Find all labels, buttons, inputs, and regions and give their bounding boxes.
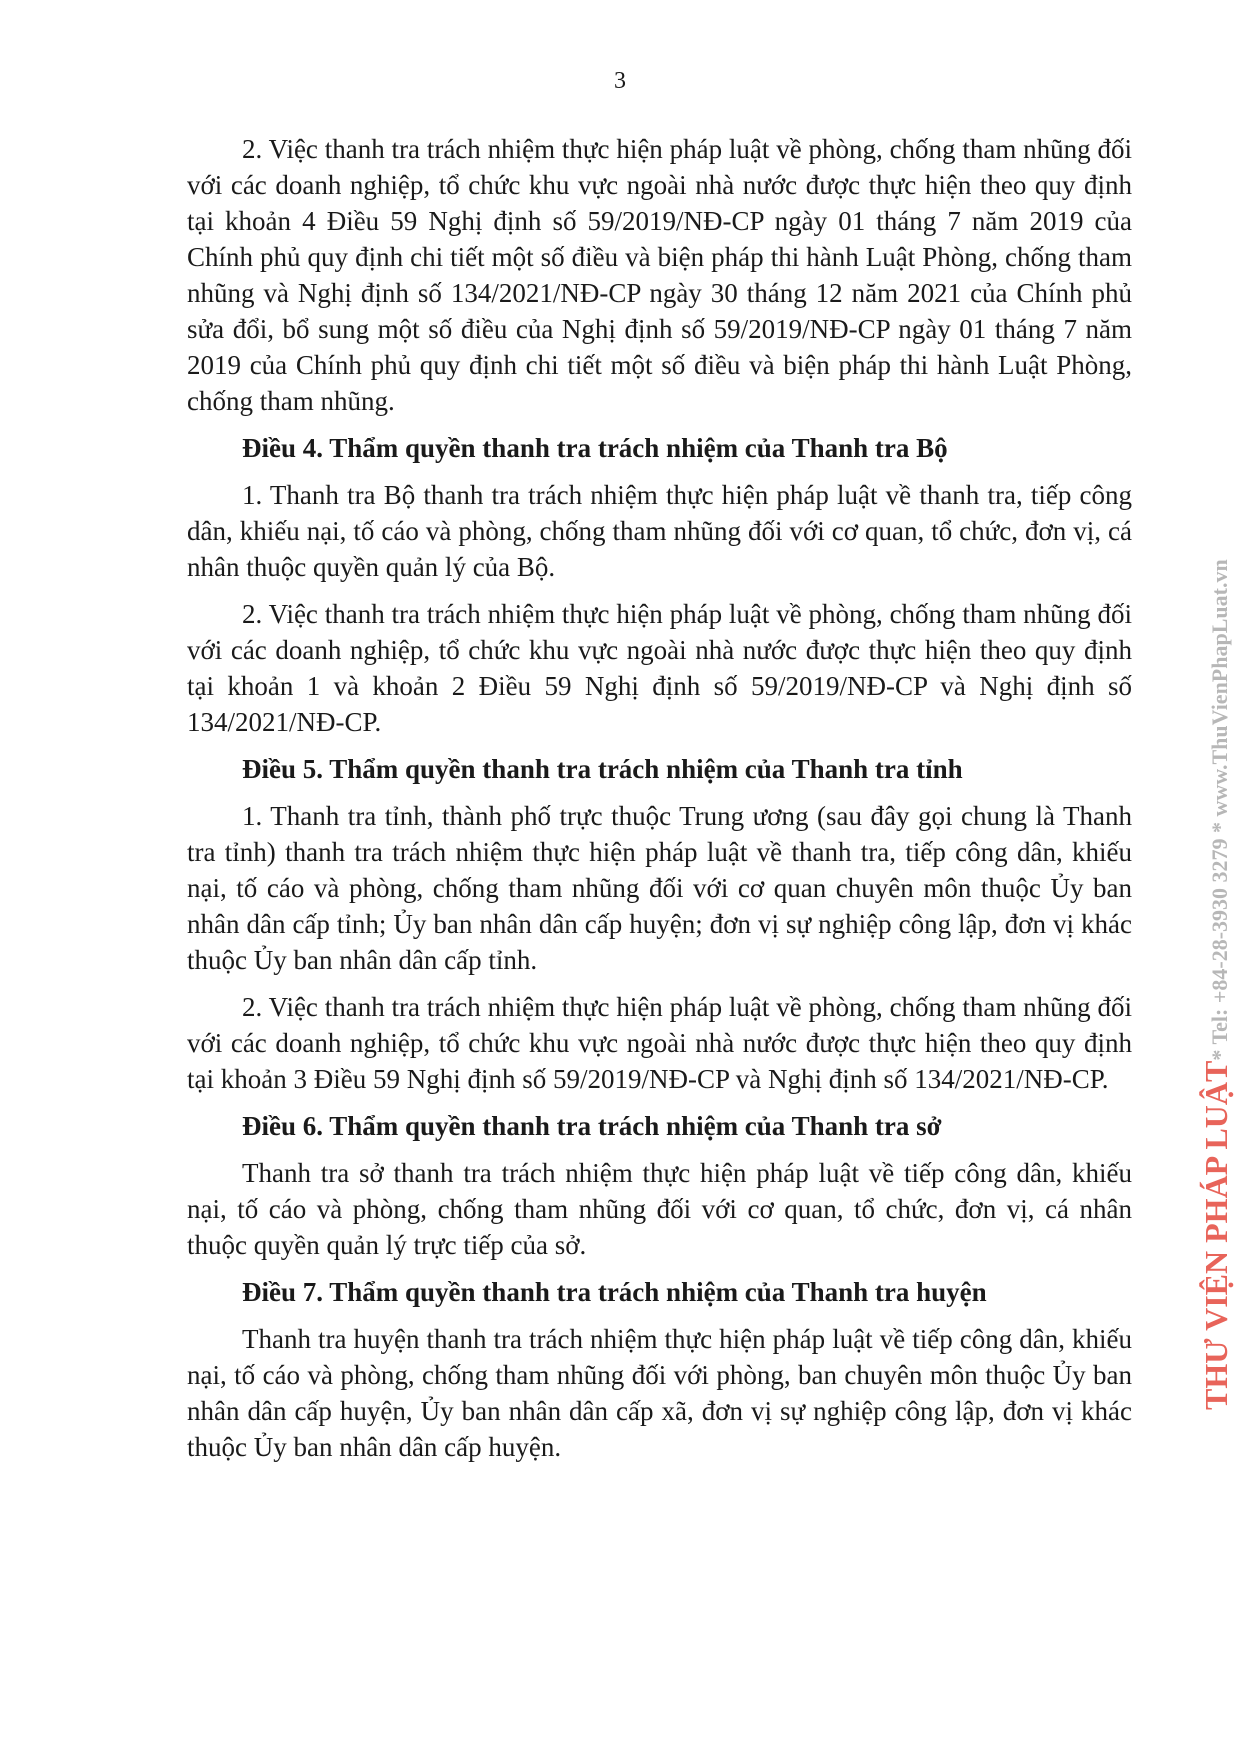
heading-article-4: Điều 4. Thẩm quyền thanh tra trách nhiệm của Thanh tra Bộ	[242, 433, 948, 463]
paragraph-article7: Thanh tra huyện thanh tra trách nhiệm thực hiện pháp luật về tiếp công dân, khiếu nại, tố cáo và phòng, chống tham nhũng đối với phòng, ban chuyên môn thuộc Ủy ban nhân dân cấp huyện, Ủy ban nhân dân cấp xã, đơn vị sự nghiệp công lập, đơn vị khác thuộc Ủy ban nhân dân cấp huyện.	[187, 1324, 1132, 1462]
watermark-contact: * Tel: +84-28-3930 3279 * www.ThuVienPhapLuat.vn	[1207, 559, 1232, 1061]
heading-article-6: Điều 6. Thẩm quyền thanh tra trách nhiệm của Thanh tra sở	[242, 1111, 942, 1141]
paragraph-article3-clause2: 2. Việc thanh tra trách nhiệm thực hiện pháp luật về phòng, chống tham nhũng đối với các doanh nghiệp, tổ chức khu vực ngoài nhà nước được thực hiện theo quy định tại khoản 4 Điều 59 Nghị định số 59/2019/NĐ-CP ngày 01 tháng 7 năm 2019 của Chính phủ quy định chi tiết một số điều và biện pháp thi hành Luật Phòng, chống tham nhũng và Nghị định số 134/2021/NĐ-CP ngày 30 tháng 12 năm 2021 của Chính phủ sửa đổi, bổ sung một số điều của Nghị định số 59/2019/NĐ-CP ngày 01 tháng 7 năm 2019 của Chính phủ quy định chi tiết một số điều và biện pháp thi hành Luật Phòng, chống tham nhũng.	[187, 134, 1132, 416]
watermark	[1198, 559, 1238, 1410]
paragraph-article4-clause2: 2. Việc thanh tra trách nhiệm thực hiện pháp luật về phòng, chống tham nhũng đối với các doanh nghiệp, tổ chức khu vực ngoài nhà nước được thực hiện theo quy định tại khoản 1 và khoản 2 Điều 59 Nghị định số 59/2019/NĐ-CP và Nghị định số 134/2021/NĐ-CP.	[187, 599, 1132, 737]
heading-article-7: Điều 7. Thẩm quyền thanh tra trách nhiệm của Thanh tra huyện	[242, 1277, 987, 1307]
watermark-brand: THƯ VIỆN PHÁP LUẬT	[1198, 1060, 1234, 1410]
paragraph-article4-clause1: 1. Thanh tra Bộ thanh tra trách nhiệm thực hiện pháp luật về thanh tra, tiếp công dân, khiếu nại, tố cáo và phòng, chống tham nhũng đối với cơ quan, tổ chức, đơn vị, cá nhân thuộc quyền quản lý của Bộ.	[187, 480, 1132, 582]
paragraph-article5-clause1: 1. Thanh tra tỉnh, thành phố trực thuộc Trung ương (sau đây gọi chung là Thanh tra tỉnh) thanh tra trách nhiệm thực hiện pháp luật về thanh tra, tiếp công dân, khiếu nại, tố cáo và phòng, chống tham nhũng đối với cơ quan chuyên môn thuộc Ủy ban nhân dân cấp tỉnh; Ủy ban nhân dân cấp huyện; đơn vị sự nghiệp công lập, đơn vị khác thuộc Ủy ban nhân dân cấp tỉnh.	[187, 801, 1132, 975]
paragraph-article6: Thanh tra sở thanh tra trách nhiệm thực hiện pháp luật về tiếp công dân, khiếu nại, tố cáo và phòng, chống tham nhũng đối với cơ quan, tổ chức, đơn vị, cá nhân thuộc quyền quản lý trực tiếp của sở.	[187, 1158, 1132, 1260]
paragraph-article5-clause2: 2. Việc thanh tra trách nhiệm thực hiện pháp luật về phòng, chống tham nhũng đối với các doanh nghiệp, tổ chức khu vực ngoài nhà nước được thực hiện theo quy định tại khoản 3 Điều 59 Nghị định số 59/2019/NĐ-CP và Nghị định số 134/2021/NĐ-CP.	[187, 992, 1132, 1094]
document-body	[187, 131, 1132, 1476]
page-number: 3	[614, 68, 626, 94]
heading-article-5: Điều 5. Thẩm quyền thanh tra trách nhiệm của Thanh tra tỉnh	[242, 754, 963, 784]
